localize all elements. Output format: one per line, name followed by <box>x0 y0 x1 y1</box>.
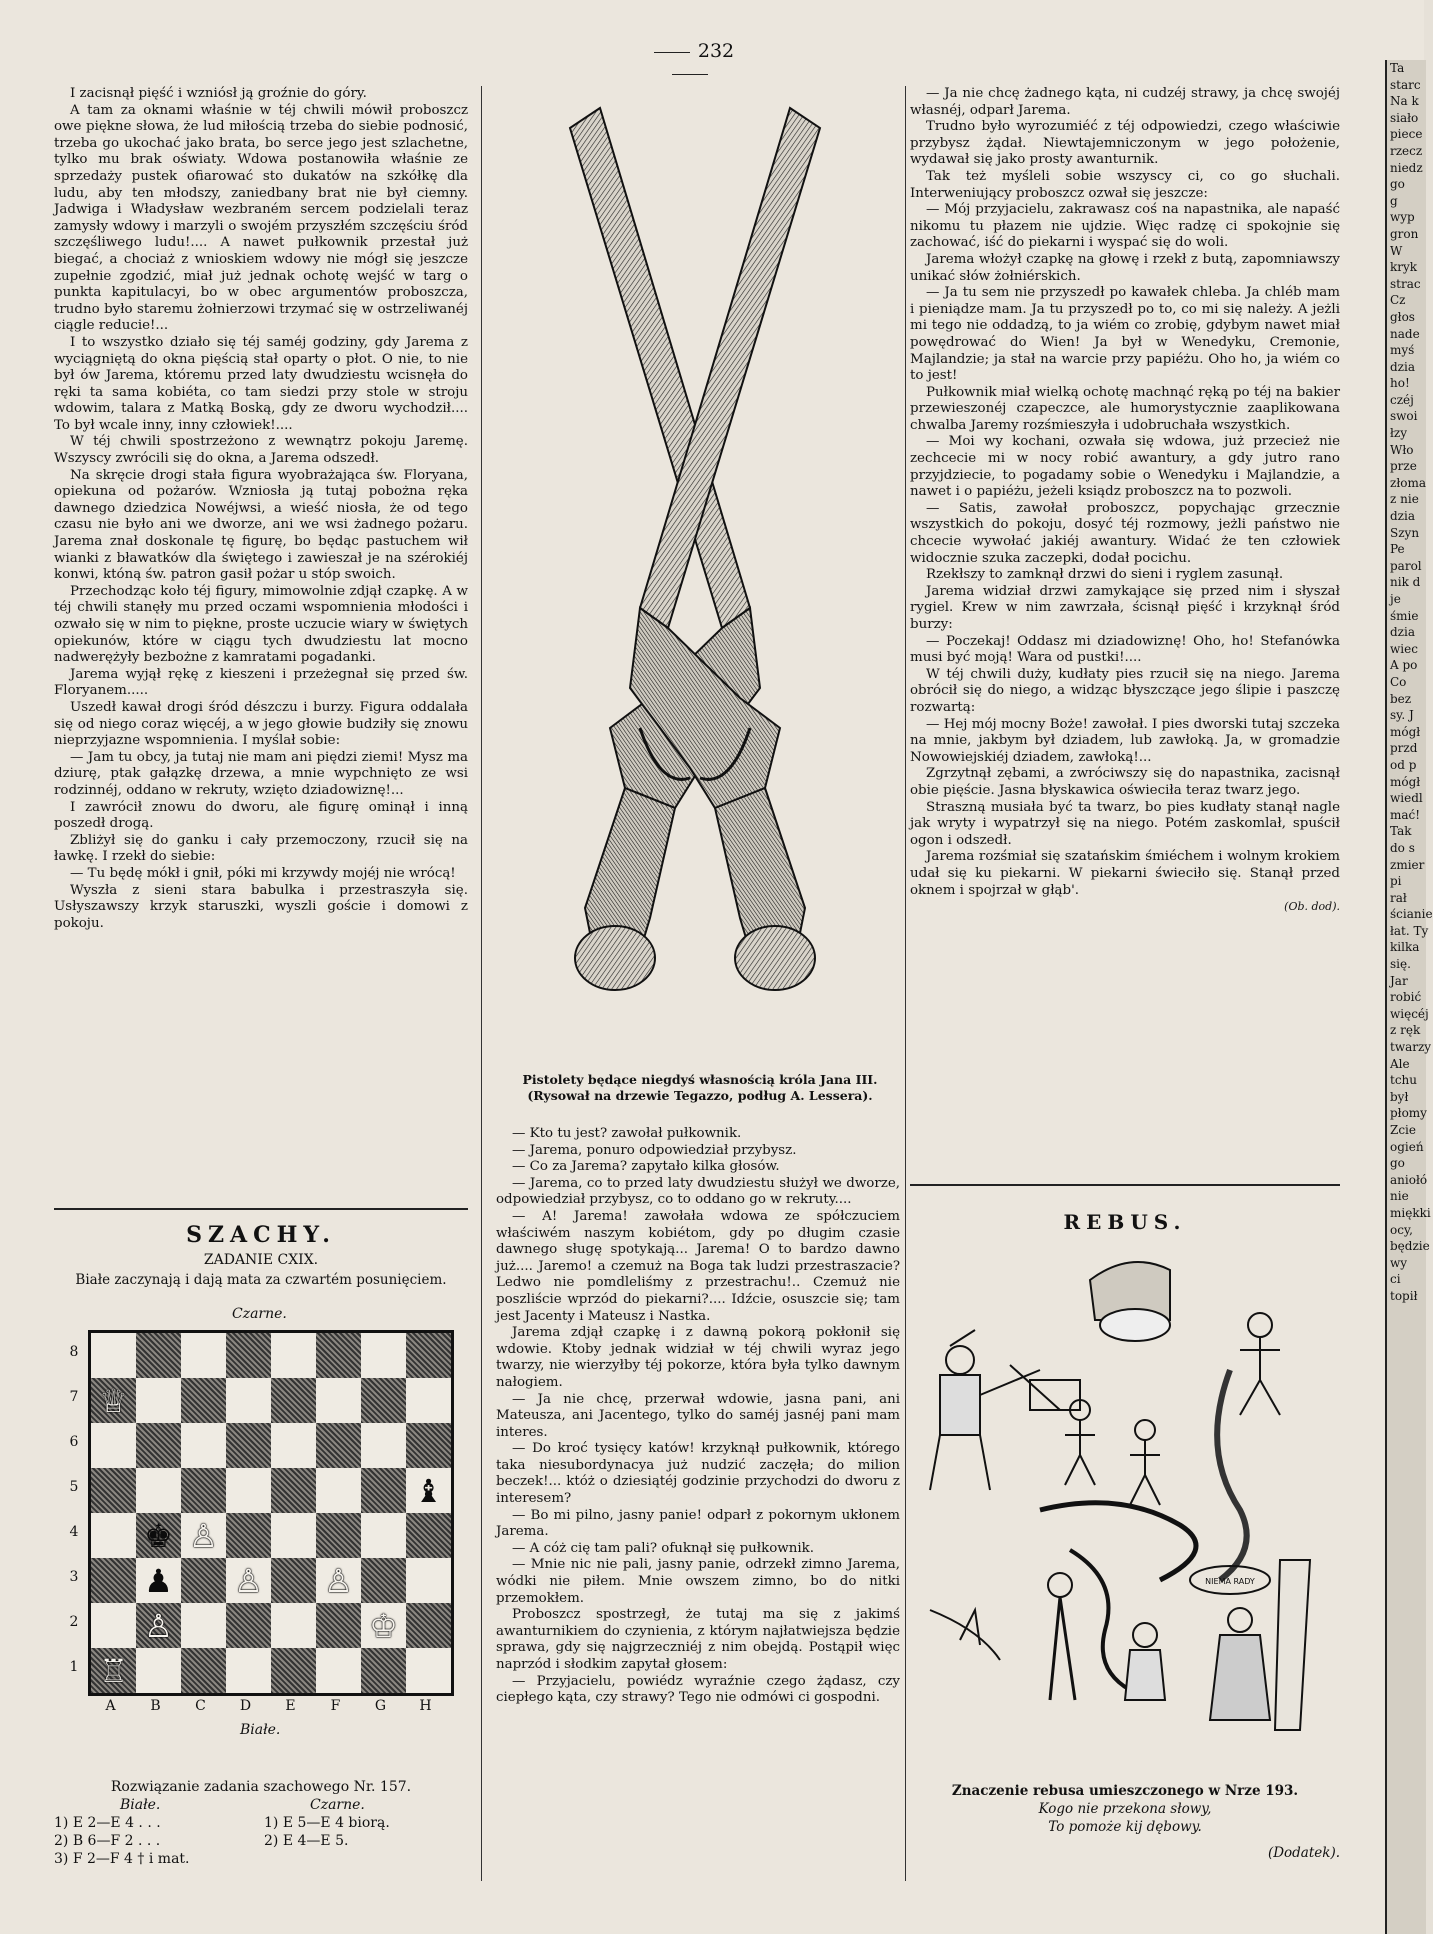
edge-fragment: A po <box>1390 658 1418 673</box>
rank-label: 5 <box>69 1479 79 1495</box>
edge-fragment: twarzy <box>1390 1040 1432 1055</box>
edge-fragment: ci <box>1390 1272 1401 1287</box>
paragraph: — Hej mój mocny Boże! zawołał. I pies dworski tutaj szczeka na mnie, jakbym był dziadem, lub zawłoką. Ja, w gromadzie Nowowiejskiéj dziadem, zawłoką!... <box>910 716 1340 765</box>
edge-fragment: był <box>1390 1089 1409 1104</box>
board-square <box>406 1603 451 1648</box>
continuation-note: (Ob. dod). <box>1284 900 1340 914</box>
edge-fragment: mać! <box>1390 807 1421 822</box>
edge-fragment: łzy <box>1390 426 1407 441</box>
edge-fragment: tchu <box>1390 1073 1417 1088</box>
edge-fragment: dzia <box>1390 359 1415 374</box>
rank-label: 6 <box>69 1434 79 1450</box>
paragraph: Pułkownik miał wielką ochotę machnąć ręką po téj na bakier przewieszonéj czapeczce, ale humorystycznie zaaplikowana chwalba Jaremy rozśmieszyła i udobruchała wszystkich. <box>910 384 1340 433</box>
edge-fragment: do s <box>1390 840 1415 855</box>
solution-header-black: Czarne. <box>310 1797 365 1813</box>
board-square <box>226 1603 271 1648</box>
paragraph: Wyszła z sieni stara babulka i przestraszyła się. Usłyszawszy krzyk staruszki, wyszli goście i domowi z pokoju. <box>54 882 468 931</box>
rank-label: 8 <box>69 1344 79 1360</box>
chess-piece: ♙ <box>189 1516 218 1555</box>
edge-fragment: robić <box>1390 990 1422 1005</box>
board-square <box>226 1648 271 1693</box>
edge-fragment: z ręk <box>1390 1023 1421 1038</box>
edge-fragment: strac <box>1390 276 1421 291</box>
paragraph: Straszną musiała być ta twarz, bo pies kudłaty stanął nagle jak wryty i wypatrzył się na niego. Potém zaskomlał, spuścił ogon i odszedł. <box>910 799 1340 848</box>
chess-condition: Białe zaczynają i dają mata za czwartém posunięciem. <box>75 1272 447 1288</box>
board-square <box>226 1423 271 1468</box>
paragraph: — Tu będę mókł i gnił, póki mi krzywdy mojéj nie wrócą! <box>70 865 456 881</box>
paragraph: Uszedł kawał drogi śród dészczu i burzy. Figura oddalała się od niego coraz więcéj, a w jego głowie budziły się znowu nieprzyjazne wspomnienia. I myślał sobie: <box>54 699 468 749</box>
paragraph: W téj chwili duży, kudłaty pies rzucił się na niego. Jarema obrócił się do niego, a widząc błyszczące jego ślipie i paszczę rozwartą: <box>910 666 1340 715</box>
board-square <box>226 1468 271 1513</box>
board-square <box>316 1513 361 1558</box>
white-move: 3) F 2—F 4 † i mat. <box>54 1851 190 1867</box>
edge-fragment: Jar <box>1390 973 1408 988</box>
board-square <box>226 1558 271 1603</box>
move-row <box>54 1832 468 1850</box>
edge-fragment: Pe <box>1390 542 1405 557</box>
board-square <box>316 1378 361 1423</box>
edge-fragment: g <box>1390 193 1398 208</box>
paragraph: — A cóż cię tam pali? ofuknął się pułkownik. <box>512 1540 815 1556</box>
paragraph: — Satis, zawołał proboszcz, popychając grzecznie wszystkich do pokoju, dosyć téj rozmowy, jeżli państwo nie chcecie wywołać jakiéj awantury. Widać że ten człowiek widocznie szuka zaczepki, dodał pocichu. <box>910 500 1340 566</box>
edge-fragment: głos <box>1390 309 1415 324</box>
paragraph: Trudno było wyrozumiéć z téj odpowiedzi, czego właściwie przybysz żądał. Niewtajemniczonym w jego położenie, wydawał się jako prosty awanturnik. <box>910 119 1340 168</box>
white-move: 2) B 6—F 2 . . . <box>54 1833 161 1849</box>
chess-board <box>88 1330 454 1696</box>
board-square <box>181 1333 226 1378</box>
board-square <box>361 1423 406 1468</box>
board-square <box>271 1558 316 1603</box>
black-move: 2) E 4—E 5. <box>264 1833 349 1849</box>
board-square <box>136 1603 181 1648</box>
edge-fragment: ho! <box>1390 376 1410 391</box>
edge-fragment: parol <box>1390 558 1422 573</box>
edge-fragment: kilka <box>1390 940 1420 955</box>
chess-piece: ♖ <box>99 1651 128 1690</box>
board-square <box>181 1423 226 1468</box>
file-label: D <box>239 1698 252 1714</box>
chess-piece: ♔ <box>369 1606 398 1645</box>
board-square <box>271 1603 316 1648</box>
column-3 <box>910 86 1340 916</box>
board-square <box>361 1333 406 1378</box>
edge-fragment: łat. Ty <box>1390 923 1429 938</box>
board-square <box>316 1558 361 1603</box>
board-square <box>271 1513 316 1558</box>
board-square <box>316 1333 361 1378</box>
page-number: 232 <box>620 40 760 84</box>
edge-fragment: aniołó <box>1390 1172 1428 1187</box>
board-square <box>136 1333 181 1378</box>
edge-fragment: nade <box>1390 326 1420 341</box>
board-square <box>361 1513 406 1558</box>
edge-fragment: go <box>1390 1156 1405 1171</box>
board-square <box>136 1648 181 1693</box>
board-square <box>316 1468 361 1513</box>
board-square <box>316 1648 361 1693</box>
edge-fragment: Tak <box>1390 824 1412 839</box>
board-square <box>136 1378 181 1423</box>
board-square <box>271 1468 316 1513</box>
paragraph: — Poczekaj! Oddasz mi dziadowiznę! Oho, ho! Stefanówka musi być moją! Wara od pustki!.... <box>910 633 1340 666</box>
edge-fragment: mógł <box>1390 724 1421 739</box>
paragraph: — Jarema, ponuro odpowiedział przybysz. <box>512 1142 797 1158</box>
chess-piece: ♝ <box>414 1471 443 1510</box>
rank-label: 4 <box>69 1524 79 1540</box>
edge-fragment: prze <box>1390 459 1417 474</box>
board-square <box>271 1423 316 1468</box>
next-page-edge <box>1385 60 1433 1934</box>
paragraph: Jarema wyjął rękę z kieszeni i przeżegnał się przed św. Floryanem..... <box>54 666 468 699</box>
paragraph: Proboszcz spostrzegł, że tutaj ma się z jakimś awanturnikiem do czynienia, z którym najłatwiejsza będzie sprawa, gdy się najgrzeczniéj z nim obejdą. Postąpił więc naprzód i słodkim zapytał głosem: <box>496 1607 900 1672</box>
paragraph: — Do kroć tysięcy katów! krzyknął pułkownik, którego taka niesubordynacya już nudzić zaczęła; do milion beczek!... któż o dziesiątéj godzinie przychodzi do dworu z interesem? <box>496 1441 900 1507</box>
board-square <box>136 1468 181 1513</box>
paragraph: — Moi wy kochani, ozwała się wdowa, już przecież nie zechcecie mi w nocy robić awantury, a gdy jutro rano przyjdziecie, to pogadamy sobie o Wenedyku i Majlandzie, a nawet i o papiéżu, jeżeli ksiądz proboszcz na to pozwoli. <box>910 434 1340 500</box>
edge-fragment: Ale <box>1390 1056 1410 1071</box>
rank-label: 2 <box>69 1614 79 1630</box>
rank-label: 1 <box>69 1659 79 1675</box>
edge-fragment: mógł <box>1390 774 1421 789</box>
edge-fragment: rzecz <box>1390 143 1423 158</box>
column-divider <box>905 86 906 1881</box>
board-square <box>136 1513 181 1558</box>
edge-fragment: będzie <box>1390 1239 1430 1254</box>
board-square <box>226 1333 271 1378</box>
board-square <box>181 1648 226 1693</box>
edge-fragment: wiedl <box>1390 791 1423 806</box>
edge-fragment: Ta <box>1390 61 1405 75</box>
edge-fragment: więcéj <box>1390 1006 1429 1021</box>
rebus-footer <box>910 1782 1340 1862</box>
section-rule <box>910 1184 1340 1186</box>
section-rule <box>54 1208 468 1210</box>
board-square <box>271 1333 316 1378</box>
edge-fragment: ogień <box>1390 1139 1424 1154</box>
edge-fragment: miękki <box>1390 1205 1431 1220</box>
edge-fragment: ścianie <box>1390 907 1433 922</box>
paragraph: — Jam tu obcy, ja tutaj nie mam ani piędzi ziemi! Mysz ma dziurę, ptak gałązkę drzewa, a mnie wypchnięto ze wsi rodzinnéj, oddano w rekruty, wzięto dziadowiznę!... <box>54 749 468 798</box>
board-square <box>91 1468 136 1513</box>
board-square <box>406 1423 451 1468</box>
edge-fragment: rał <box>1390 890 1407 905</box>
edge-fragment: sy. J <box>1390 708 1414 723</box>
paragraph: W téj chwili spostrzeżono z wewnątrz pokoju Jaremę. Wszyscy zwrócili się do okna, a Jarema odszedł. <box>54 434 468 467</box>
chess-solution <box>54 1778 468 1868</box>
column-divider <box>481 86 482 1881</box>
paragraph: — Mój przyjacielu, zakrawasz coś na napastnika, ale napaść nikomu tu płazem nie ujdzie. Więc radzę ci spokojnie się zachować, iść do piekarni i wyspać się do woli. <box>910 202 1340 251</box>
board-square <box>316 1603 361 1648</box>
rank-label: 3 <box>69 1569 79 1585</box>
paragraph: Jarema włożył czapkę na głowę i rzekł z butą, zapomniawszy unikać słów żołniérskich. <box>910 251 1340 284</box>
board-square <box>361 1648 406 1693</box>
rank-label: 7 <box>69 1389 79 1405</box>
rebus-balloon-text: NIEMA RADY <box>1205 1577 1255 1586</box>
chess-header <box>54 1222 468 1288</box>
paragraph: Rzekłszy to zamknął drzwi do sieni i ryglem zasunął. <box>926 567 1284 583</box>
edge-fragment: z nie <box>1390 492 1419 507</box>
paragraph: — Ja nie chcę, przerwał wdowie, jasna pani, ani Mateusza, ani Jacentego, tylko do saméj jasnéj pani mam interes. <box>496 1391 900 1440</box>
paragraph: A tam za oknami właśnie w téj chwili mówił proboszcz owe piękne słowa, że lud miłością trzeba do siebie podnosić, trzeba go ukochać jako brata, bo serce jego jest szlachetne, tylko mu brak oświaty. Wdowa postanowiła właśnie ze sprzedaży pustek ofiarować sto dukatów na szkółkę dla ludu, aby ten młodszy, zaniedbany brat nie był ciemny. Jadwiga i Władysław wezbraném sercem podzielali teraz zamysły wdowy i marzyli o swojém przyszłém szczęściu śród szczęśliwego ludu!.... A nawet pułkownik przestał już biegać, a chociaż z wnioskiem wdowy nie mógł się jeszcze zupełnie zgodzić, miał już jednak ochotę wejść w targ o punkta kapitulacyi, bo w obec argumentów proboszcza, trudno było staremu żołnierzowi trzymać się w ostrzeliwanéj ciągle reducie!... <box>54 102 468 334</box>
move-row <box>54 1850 468 1868</box>
file-label: A <box>105 1698 116 1714</box>
edge-fragment: W <box>1390 243 1403 258</box>
edge-fragment: piece <box>1390 127 1423 142</box>
board-square <box>361 1558 406 1603</box>
edge-fragment: nik d <box>1390 575 1421 590</box>
file-labels <box>88 1698 454 1714</box>
edge-fragment: Zcie <box>1390 1123 1416 1137</box>
caption-line: (Rysował na drzewie Tegazzo, podług A. Lessera). <box>527 1088 873 1103</box>
file-label: E <box>285 1698 296 1714</box>
chess-piece: ♙ <box>144 1606 173 1645</box>
paragraph: — Co za Jarema? zapytało kilka głosów. <box>512 1159 780 1175</box>
edge-fragment: siało <box>1390 110 1419 125</box>
board-square <box>406 1468 451 1513</box>
white-label: Białe. <box>240 1722 281 1738</box>
paragraph: I zawrócił znowu do dworu, ale figurę ominął i inną poszedł drogą. <box>54 799 468 832</box>
solution-header-white: Białe. <box>120 1797 161 1813</box>
rebus-verse: Kogo nie przekona słowy, <box>1038 1801 1212 1817</box>
edge-fragment: wiec <box>1390 641 1418 656</box>
edge-fragment: Szyn <box>1390 525 1420 540</box>
rebus-verse: To pomoże kij dębowy. <box>1048 1819 1202 1835</box>
edge-fragment: płomy <box>1390 1106 1427 1121</box>
board-square <box>91 1513 136 1558</box>
board-square <box>406 1333 451 1378</box>
board-square <box>226 1513 271 1558</box>
rebus-note: (Dodatek). <box>1267 1845 1340 1861</box>
board-square <box>136 1423 181 1468</box>
paragraph: — A! Jarema! zawołała wdowa ze spółczuciem właściwém naszym kobiétom, gdy po długim czasie dawnego sługę spotykają... Jarema! O to bardzo dawno już.... Jaremo! a czemuż na Boga tak ludzi przestraszacie? Ledwo nie pomdleliśmy z przestrachu!.. Czemuż nie poszliście wprzód do piekarni?.... Idźcie, osuszcie się; tam jest Jacenty i Mateusz i Nastka. <box>496 1208 900 1324</box>
edge-fragment: się. <box>1390 957 1411 972</box>
board-square <box>91 1423 136 1468</box>
board-square <box>181 1513 226 1558</box>
chess-problem-number: ZADANIE CXIX. <box>203 1252 319 1268</box>
board-square <box>406 1378 451 1423</box>
paragraph: — Bo mi pilno, jasny panie! odparł z pokornym ukłonem Jarema. <box>496 1507 900 1540</box>
paragraph: — Jarema, co to przed laty dwudziestu służył we dworze, odpowiedział przybysz, co to oddano go w rekruty.... <box>496 1175 900 1208</box>
edge-fragment: złoma <box>1390 475 1426 490</box>
board-square <box>136 1558 181 1603</box>
paragraph: Zgrzytnął zębami, a zwróciwszy się do napastnika, zacisnął obie pięście. Jasna błyskawica oświeciła teraz twarz jego. <box>910 766 1340 798</box>
rank-labels <box>66 1330 82 1690</box>
paragraph: Jarema zdjął czapkę i z dawną pokorą pokłonił się wdowie. Ktoby jednak widział w téj chwili wyraz jego twarzy, nie wierzyłby téj pokorze, która była tylko dawnym nałogiem. <box>496 1325 900 1390</box>
chess-piece: ♚ <box>144 1516 173 1555</box>
edge-fragment: pi <box>1390 874 1402 889</box>
column-2 <box>496 1126 900 1707</box>
edge-fragment: czéj <box>1390 392 1414 407</box>
file-label: H <box>419 1698 432 1714</box>
caption-line: Pistolety będące niegdyś własnością króla Jana III. <box>522 1072 878 1087</box>
chess-piece: ♙ <box>234 1561 263 1600</box>
board-square <box>181 1468 226 1513</box>
paragraph: — Ja nie chcę żadnego kąta, ni cudzéj strawy, ja chcę swojéj własnéj, odparł Jarema. <box>910 86 1340 118</box>
board-square <box>406 1648 451 1693</box>
edge-fragment: topił <box>1390 1288 1418 1303</box>
board-square <box>181 1603 226 1648</box>
paragraph: Jarema widział drzwi zamykające się przed nim i słyszał rygiel. Krew w nim zawrzała, ścisnął pięść i krzyknął śród burzy: <box>910 583 1340 632</box>
board-square <box>361 1603 406 1648</box>
edge-fragment: Co <box>1390 674 1407 689</box>
paragraph: — Przyjacielu, powiédz wyraźnie czego żądasz, czy ciepłego kąta, czy strawy? Tego nie odmówi ci gospodni. <box>496 1673 900 1706</box>
edge-fragment: nie <box>1390 1189 1409 1204</box>
edge-fragment: starc <box>1390 77 1421 92</box>
edge-fragment: Na k <box>1390 94 1419 109</box>
paragraph: Zbliżył się do ganku i cały przemoczony, rzucił się na ławkę. I rzekł do siebie: <box>54 832 468 865</box>
edge-fragment: je <box>1390 592 1401 606</box>
rebus-meaning: Znaczenie rebusa umieszczonego w Nrze 193. <box>951 1783 1299 1799</box>
board-square <box>271 1378 316 1423</box>
paragraph: Na skręcie drogi stała figura wyobrażająca św. Floryana, opiekuna od pożarów. Wzniosła ją tutaj pobożna ręka dawnego dziedzica Nowéjwsi, a wieść niosła, że od tego czasu nie było ani we dworze, ani we wsi żadnego pożaru. Jarema znał doskonale tę figurę, bo będąc pastuchem wił wianki z bławatków dla świętego i zawieszał je na szérokiéj konwi, któną św. patron gasił pożar u stóp swoich. <box>54 467 468 583</box>
file-label: G <box>374 1698 387 1714</box>
chess-piece: ♕ <box>99 1381 128 1420</box>
move-row <box>54 1814 468 1832</box>
paragraph: Jarema rozśmiał się szatańskim śmiéchem i wolnym krokiem udał się ku piekarni. W piekarni świeciło się. Stanął przed oknem i spojrzał w głąb'. <box>910 849 1340 898</box>
board-square <box>406 1558 451 1603</box>
rebus-illustration <box>920 1250 1330 1770</box>
solution-title: Rozwiązanie zadania szachowego Nr. 157. <box>110 1779 412 1795</box>
black-move: 1) E 5—E 4 biorą. <box>264 1815 390 1831</box>
edge-fragment: bez <box>1390 691 1412 706</box>
edge-fragment: przd <box>1390 741 1418 756</box>
edge-fragment: śmie <box>1390 608 1419 623</box>
illustration-caption <box>500 1072 900 1104</box>
board-square <box>181 1558 226 1603</box>
edge-fragment: swoi <box>1390 409 1418 424</box>
board-square <box>91 1603 136 1648</box>
paragraph: I zacisnął pięść i wzniósł ją groźnie do góry. <box>70 86 367 101</box>
board-square <box>316 1423 361 1468</box>
edge-fragment: gron <box>1390 226 1419 241</box>
edge-fragment: zmier <box>1390 857 1425 872</box>
edge-fragment: go <box>1390 177 1405 192</box>
paragraph: — Kto tu jest? zawołał pułkownik. <box>512 1126 742 1141</box>
board-square <box>91 1333 136 1378</box>
edge-fragment: Cz <box>1390 293 1406 308</box>
paragraph: — Ja tu sem nie przyszedł po kawałek chleba. Ja chléb mam i pieniądze mam. Ja tu przyszedł po to, co mi się należy. A jeżli mi tego nie oddadzą, to ja wiém co zrobię, gdybym nawet miał powędrować do Wien! Ja był w Wenedyku, Cremonie, Majlandzie; ja stał na warcie przy papiéżu. Oho ho, ja wiém co to jest! <box>910 285 1340 384</box>
chess-piece: ♙ <box>324 1561 353 1600</box>
edge-fragment: Wło <box>1390 442 1414 457</box>
paragraph: — Mnie nic nie pali, jasny panie, odrzekł zimno Jarema, wódki nie piłem. Mnie owszem zimno, bo do nitki przemokłem. <box>496 1557 900 1606</box>
board-square <box>91 1378 136 1423</box>
pistols-illustration <box>500 88 890 1063</box>
paragraph: I to wszystko działo się téj saméj godziny, gdy Jarema z wyciągniętą do okna pięścią stał oparty o płot. O nie, to nie był ów Jarema, któremu przed laty dwudziestu wcisnęła do ręki ta sama kobiéta, co tam siedzi przy stole w stroju wdowim, talara z Matką Boską, gdy ze dworu wychodził.... To był wcale inny, inny człowiek!.... <box>54 334 468 433</box>
board-square <box>181 1378 226 1423</box>
edge-fragment: dzia <box>1390 625 1415 640</box>
edge-fragment: od p <box>1390 757 1417 772</box>
black-label: Czarne. <box>232 1306 287 1322</box>
board-square <box>91 1558 136 1603</box>
edge-fragment: dzia <box>1390 509 1415 524</box>
chess-piece: ♟ <box>144 1561 173 1600</box>
edge-fragment: ocy, <box>1390 1222 1413 1237</box>
file-label: B <box>150 1698 161 1714</box>
solution-header <box>54 1796 468 1814</box>
board-square <box>361 1378 406 1423</box>
edge-fragment: niedz <box>1390 160 1423 175</box>
column-1 <box>54 86 468 932</box>
board-square <box>271 1648 316 1693</box>
edge-fragment: wyp <box>1390 210 1415 225</box>
edge-fragment: myś <box>1390 343 1415 358</box>
rebus-title: REBUS. <box>1063 1210 1187 1234</box>
file-label: F <box>330 1698 341 1714</box>
edge-fragment: wy <box>1390 1255 1408 1270</box>
file-label: C <box>195 1698 206 1714</box>
board-square <box>226 1378 271 1423</box>
board-square <box>406 1513 451 1558</box>
paragraph: Tak też myśleli sobie wszyscy ci, co go słuchali. Interweniujący proboszcz ozwał się jeszcze: <box>910 168 1340 201</box>
white-move: 1) E 2—E 4 . . . <box>54 1815 161 1831</box>
edge-fragment: kryk <box>1390 260 1418 275</box>
board-square <box>91 1648 136 1693</box>
chess-title: SZACHY. <box>186 1222 336 1248</box>
paragraph: Przechodząc koło téj figury, mimowolnie zdjął czapkę. A w téj chwili stanęły mu przed oczami wspomnienia młodości i ozwało się w nim to piękne, proste uczucie wiary w świętych opiekunów, które w ciągu tych dwudziestu lat mocno nadwerężyły bezbożne z kamratami pogadanki. <box>54 583 468 666</box>
board-square <box>361 1468 406 1513</box>
